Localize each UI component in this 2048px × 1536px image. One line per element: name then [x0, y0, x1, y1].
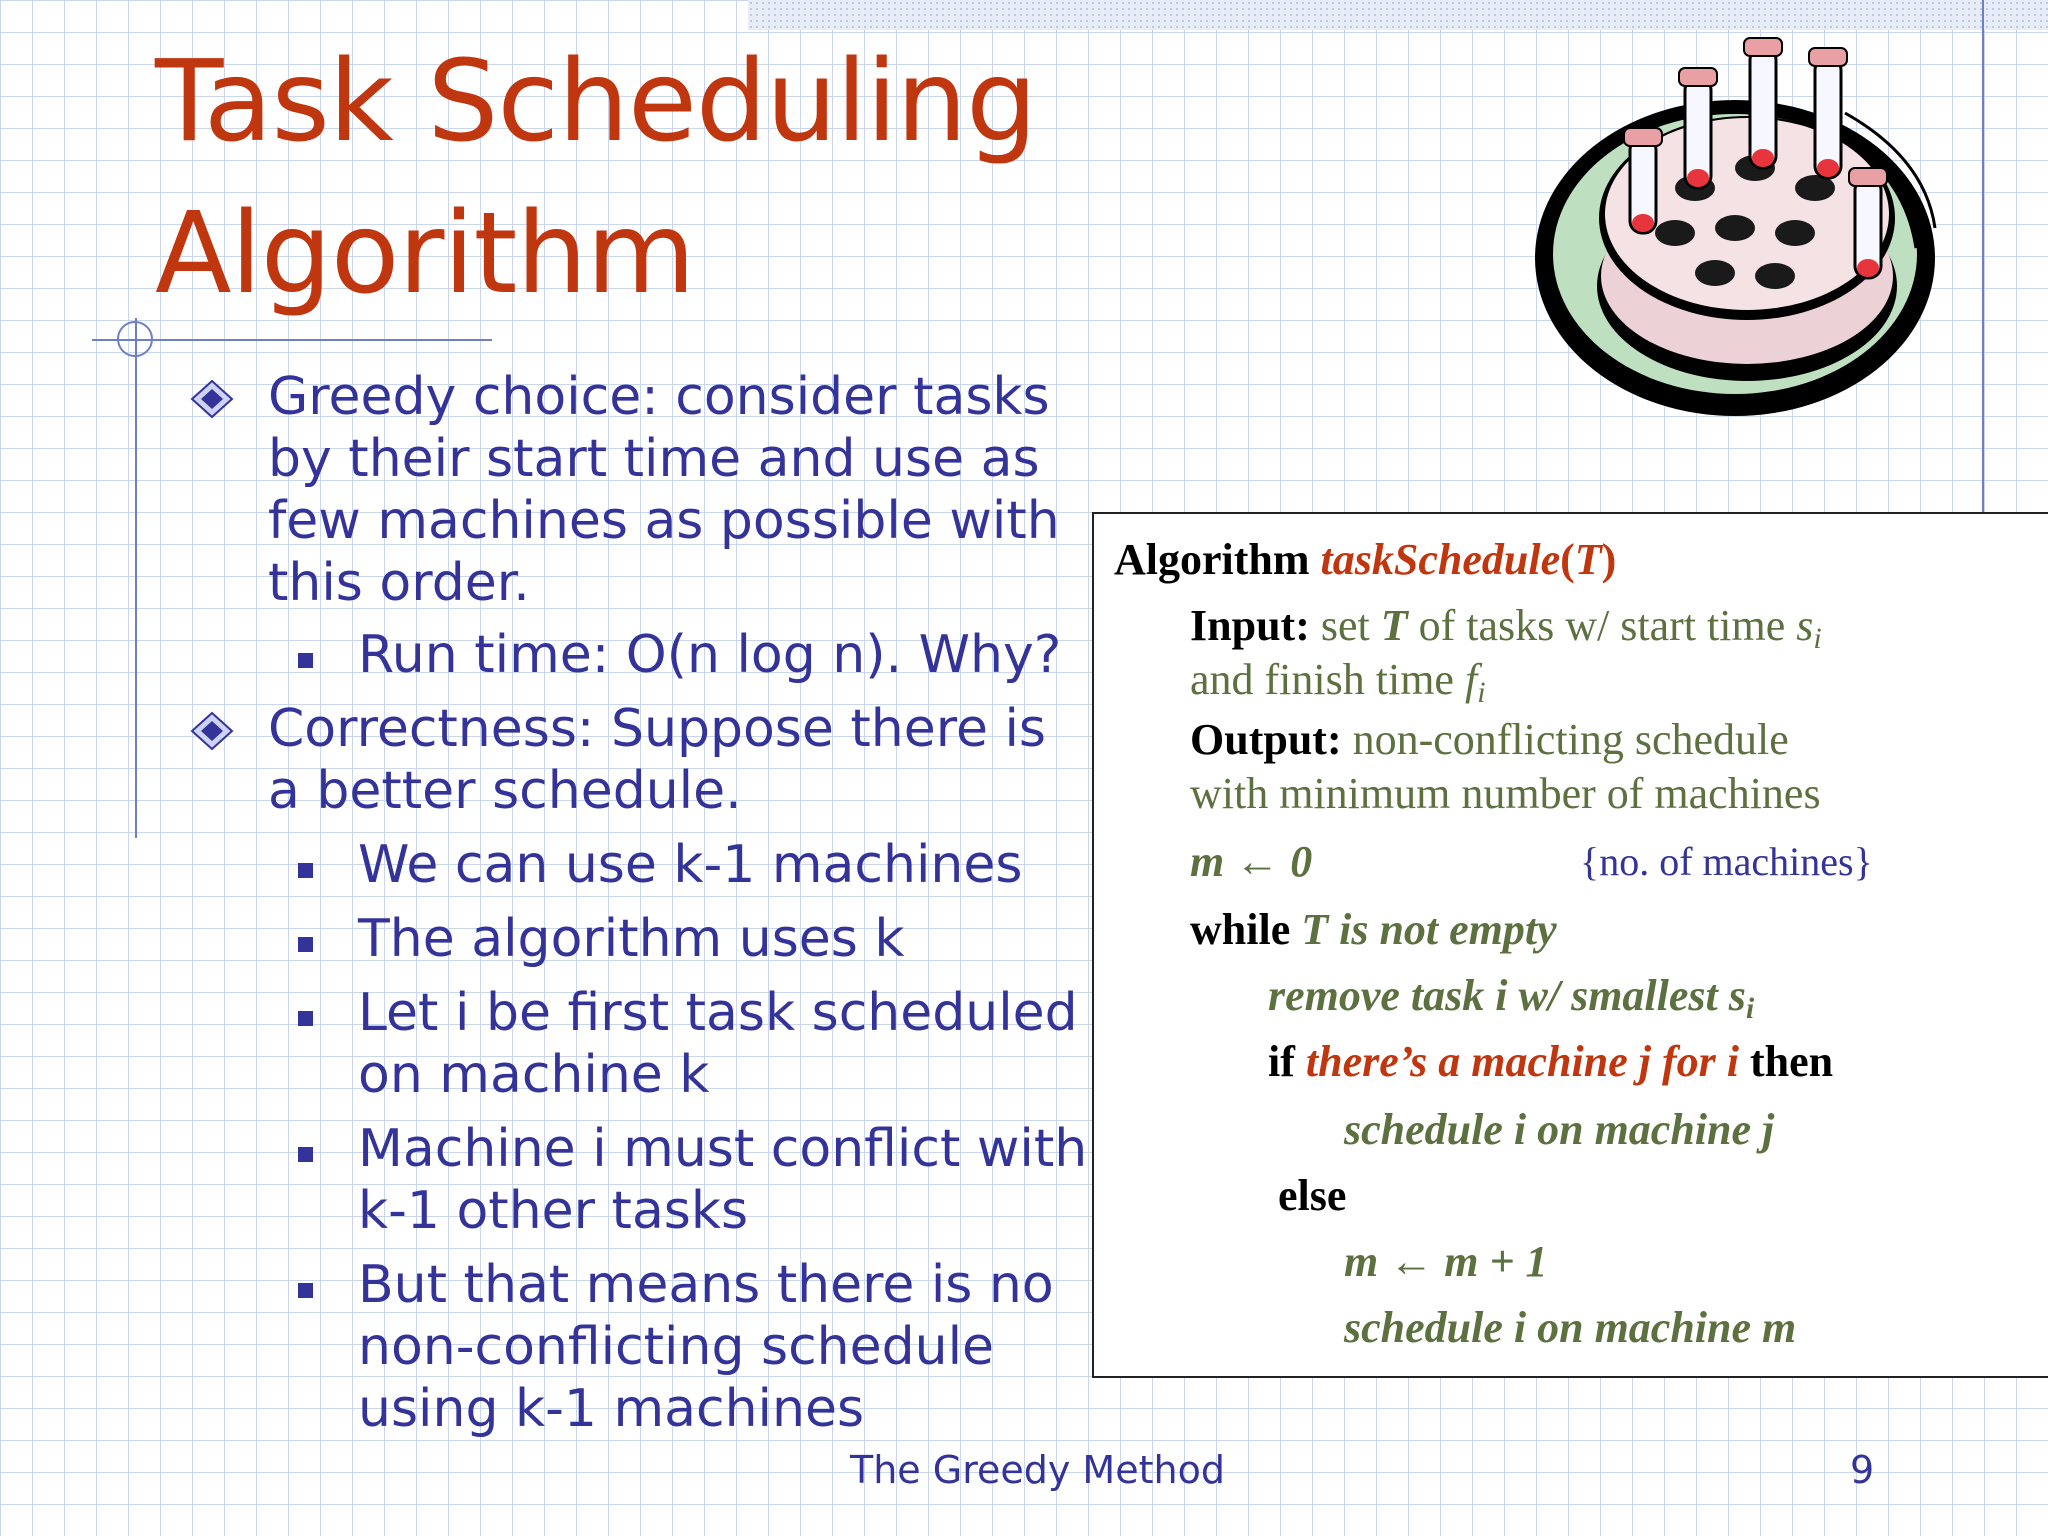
decorative-vertical-rule-left [135, 318, 137, 838]
algorithm-remove: remove task i w/ smallest $s_i$ [1268, 971, 1755, 1025]
sub-bullet-item [190, 1118, 1090, 1242]
algorithm-while: while T is not empty [1190, 905, 1557, 954]
diamond-bullet-icon [190, 379, 234, 419]
sub-bullet-text: Machine i must conflict with k-1 other tasks [358, 1119, 1088, 1241]
sub-bullet-item [190, 624, 1090, 686]
square-bullet-icon [298, 653, 313, 668]
square-bullet-icon [298, 1011, 313, 1026]
square-bullet-icon [298, 863, 313, 878]
algorithm-header: Algorithm taskSchedule(T) [1114, 535, 1617, 584]
algorithm-box [1092, 512, 2048, 1378]
sub-bullet-text: The algorithm uses k [358, 909, 905, 969]
bullet-item [190, 366, 1090, 614]
title-line-1: Task Scheduling [155, 37, 1037, 167]
sub-bullet-text: Let i be first task scheduled on machine k [358, 983, 1078, 1105]
page-title [155, 26, 1036, 330]
algorithm-input-line-1: Input: set T of tasks w/ start time $s_i$ [1190, 601, 1822, 655]
test-tube-tray-clipart [1525, 18, 1965, 438]
algorithm-init-comment: {no. of machines} [1580, 839, 1873, 884]
algorithm-schedule-j: schedule i on machine j [1344, 1105, 1775, 1154]
algorithm-increment: m ← m + 1 [1344, 1237, 1548, 1286]
sub-bullet-item [190, 1254, 1090, 1440]
algorithm-schedule-m: schedule i on machine m [1344, 1303, 1797, 1352]
algorithm-if: if there’s a machine j for i then [1268, 1037, 1834, 1086]
bullet-list [190, 366, 1090, 1440]
decorative-vertical-rule-right [1982, 0, 1984, 520]
bullet-item [190, 698, 1090, 822]
page-number: 9 [1850, 1448, 1875, 1492]
algorithm-output-line-1: Output: non-conflicting schedule [1190, 715, 1789, 764]
title-line-2: Algorithm [155, 189, 695, 319]
bullet-text: Correctness: Suppose there is a better schedule. [268, 699, 1047, 821]
algorithm-name: taskSchedule [1320, 535, 1561, 584]
algorithm-input-line-2: and finish time $f_i$ [1190, 655, 1486, 709]
crosshair-icon [112, 316, 158, 362]
square-bullet-icon [298, 1283, 313, 1298]
square-bullet-icon [298, 937, 313, 952]
algorithm-init: m ← 0 [1190, 837, 1313, 886]
footer-title: The Greedy Method [850, 1448, 1225, 1492]
sub-bullet-text: But that means there is no non-conflicting schedule using k-1 machines [358, 1255, 1054, 1439]
sub-bullet-text: We can use k-1 machines [358, 835, 1023, 895]
square-bullet-icon [298, 1147, 313, 1162]
sub-bullet-text: Run time: O(n log n). Why? [358, 625, 1062, 685]
sub-bullet-item [190, 834, 1090, 896]
algorithm-output-line-2: with minimum number of machines [1190, 769, 1821, 818]
algorithm-else: else [1278, 1171, 1347, 1220]
sub-bullet-item [190, 982, 1090, 1106]
diamond-bullet-icon [190, 711, 234, 751]
sub-bullet-item [190, 908, 1090, 970]
bullet-text: Greedy choice: consider tasks by their start time and use as few machines as possible with this order. [268, 367, 1060, 613]
